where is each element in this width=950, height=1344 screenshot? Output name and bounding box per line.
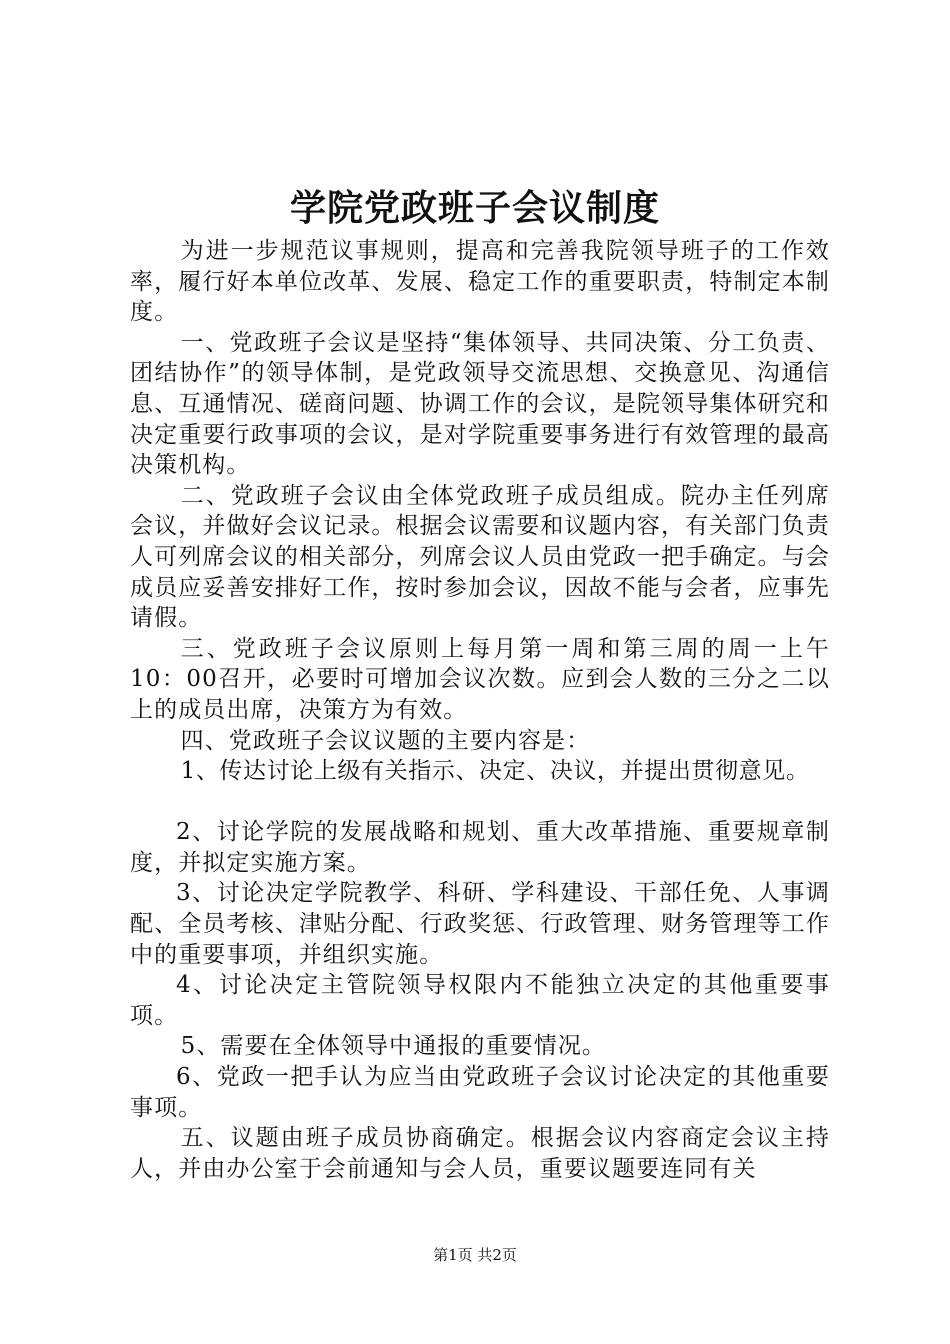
section-4-paragraph: 四、党政班子会议议题的主要内容是： [180, 727, 591, 754]
section-2-paragraph: 二、党政班子会议由全体党政班子成员组成。院办主任列席会议，并做好会议记录。根据会议需要和议题内容，有关部门负责人可列席会议的相关部分，列席会议人员由党政一把手确定。与会成员应妥善安排好工作，按时参加会议，因故不能与会者，应事先请假。 [130, 482, 830, 632]
list-item-2: 2、讨论学院的发展战略和规划、重大改革措施、重要规章制度，并拟定实施方案。 [130, 819, 830, 876]
list-item-5: 5、需要在全体领导中通报的重要情况。 [180, 1033, 607, 1060]
section-3-paragraph: 三、党政班子会议原则上每月第一周和第三周的周一上午10：00召开，必要时可增加会议次数。应到会人数的三分之二以上的成员出席，决策方为有效。 [130, 635, 830, 723]
section-5-paragraph: 五、议题由班子成员协商确定。根据会议内容商定会议主持人，并由办公室于会前通知与会人员，重要议题要连同有关 [130, 1125, 830, 1182]
list-item-4: 4、讨论决定主管院领导权限内不能独立决定的其他重要事项。 [130, 972, 830, 1029]
document-body [130, 236, 830, 1184]
list-item-3: 3、讨论决定学院教学、科研、学科建设、干部任免、人事调配、全员考核、津贴分配、行政奖惩、行政管理、财务管理等工作中的重要事项，并组织实施。 [130, 880, 830, 968]
intro-paragraph: 为进一步规范议事规则，提高和完善我院领导班子的工作效率，履行好本单位改革、发展、稳定工作的重要职责，特制定本制度。 [130, 238, 830, 326]
list-item-6: 6、党政一把手认为应当由党政班子会议讨论决定的其他重要事项。 [130, 1064, 830, 1121]
page-footer: 第1页 共2页 [433, 1246, 517, 1264]
list-item-1: 1、传达讨论上级有关指示、决定、决议，并提出贯彻意见。 [180, 758, 810, 785]
document-title: 学院党政班子会议制度 [289, 187, 660, 229]
section-1-paragraph: 一、党政班子会议是坚持“集体领导、共同决策、分工负责、团结协作”的领导体制，是党政领导交流思想、交换意见、沟通信息、互通情况、磋商问题、协调工作的会议，是院领导集体研究和决定重要行政事项的会议，是对学院重要事务进行有效管理的最高决策机构。 [130, 329, 830, 479]
